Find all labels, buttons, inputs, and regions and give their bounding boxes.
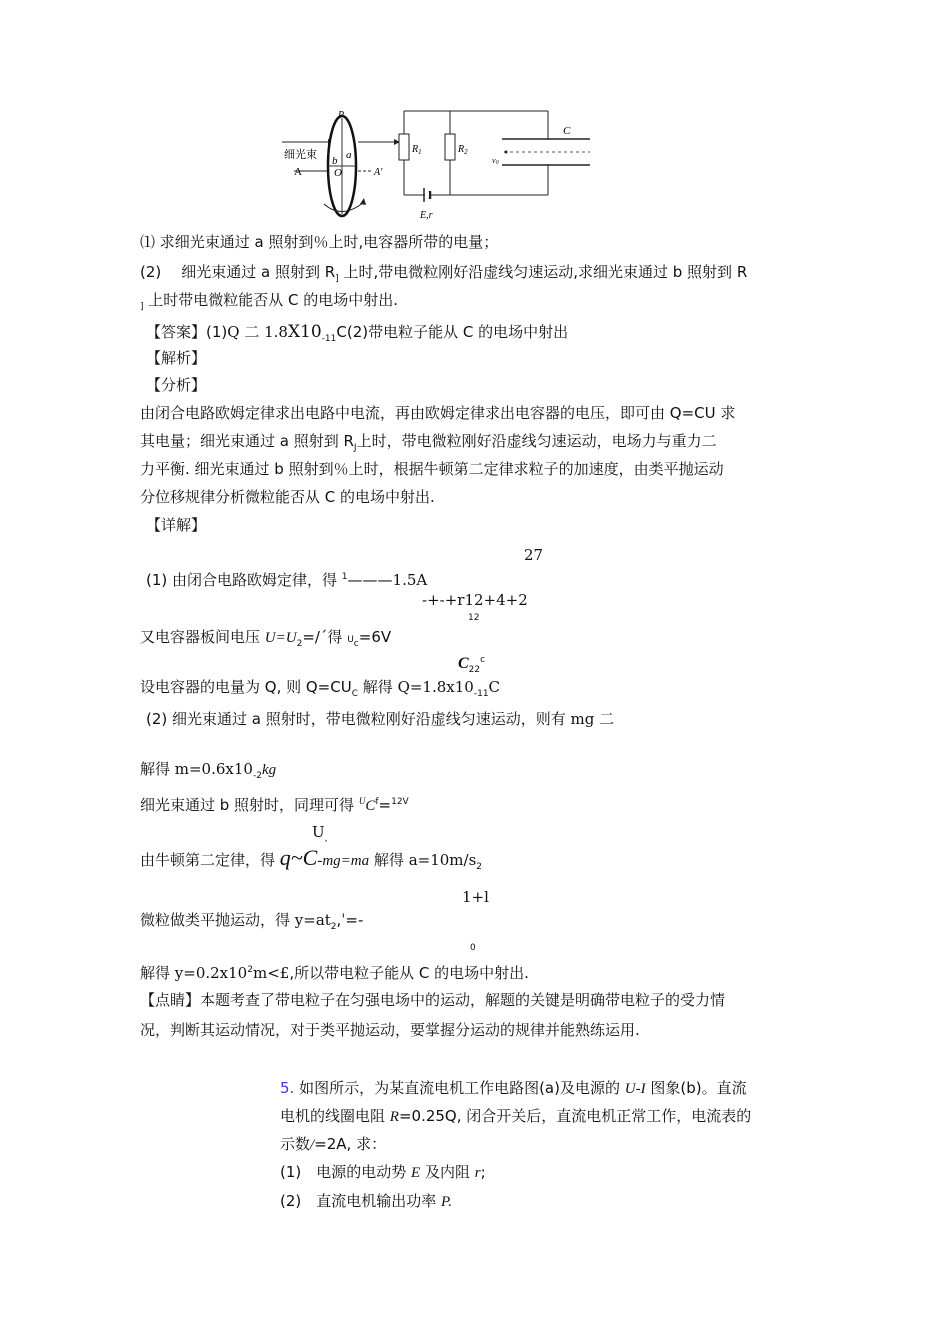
question-2-line-2: $_]$ 上时带电微粒能否从 C 的电场中射出. [140,291,399,312]
analysis-line-3: 力平衡. 细光束通过 b 照射到％上时，根据牛顿第二定律求粒子的加速度，由类平抛运动 [140,460,724,478]
problem5-line-2: 电机的线圈电阻 R=0.25Q, 闭合开关后，直流电机正常工作，电流表的 [280,1107,752,1125]
analysis-line-1: 由闭合电路欧姆定律求出电路中电流，再由欧姆定律求出电容器的电压，即可由 Q=CU 求 [140,404,736,422]
label-R2: $R_2$ [458,144,468,156]
label-A-prime: A' [374,167,383,178]
step5-line: (2) 细光束通过 a 照射时，带电微粒刚好沿虚线匀速运动，则有 mg 二 [146,710,615,728]
problem5-line-1: 5. 如图所示，为某直流电机工作电路图(a)及电源的 U-I 图象(b)。直流 [280,1079,747,1097]
question-2-line-1: (2) 细光束通过 a 照射到 $R_]$ 上时,带电微粒刚好沿虚线匀速运动,求细光束通过 b 照射到 R [140,263,748,284]
label-O: O [334,167,342,179]
step13-line: 解得 $y=0.2x10^2m<£$,所以带电粒子能从 C 的电场中射出. [140,964,529,982]
step7-line: 细光束通过 b 照射时，同理可得 $^UC^f=^{12V}$ [140,796,409,814]
label-C: C [563,125,571,137]
step2-line: 又电容器板间电压 $U=U_2=/ˊ$得 $U_c=6V$ [140,628,392,649]
label-b: b [332,155,338,167]
label-A: A [294,166,302,178]
step10-numerator: 1+l [462,888,489,906]
step8-fraction: $U_,$ [312,823,328,844]
step1-numerator: 27 [524,546,544,564]
analysis-line-2: 其电量；细光束通过 a 照射到 $R_J$上时，带电微粒刚好沿虚线匀速运动，电场力与重力二 [140,432,717,453]
problem5-item-1: (1) 电源的电动势 E 及内阻 r; [280,1163,486,1181]
step3-fraction: $C_{22}^c$ [458,655,486,675]
step12-sub: 0 [470,943,476,953]
jiexi-heading: 【解析】 [146,349,207,367]
beam-label: 细光束 [284,149,317,161]
xiangjie-heading: 【详解】 [146,516,207,534]
step11-line: 微粒做类平抛运动，得 $y=at_2,ˈ=-$ [140,911,364,932]
circuit-diagram [280,108,592,220]
fenxi-heading: 【分析】 [146,376,207,394]
analysis-line-4: 分位移规律分析微粒能否从 C 的电场中射出. [140,488,435,506]
step1-denominator-sub: 12 [468,613,480,623]
answer-line: 【答案】(1)Q 二 $1.8X10_{-11}C(2)$带电粒子能从 C 的电场中射出 [146,322,569,344]
step1-line: (1) 由闭合电路欧姆定律，得 $^1$———1.5A [146,571,428,589]
label-a: a [346,149,352,161]
step1-denominator: -+-+r12+4+2 [422,591,528,609]
step9-line: 由牛顿第二定律，得 q~C-mg=ma 解得 $a=10m/s_2$ [140,845,483,872]
problem5-item-2: (2) 直流电机输出功率 P. [280,1192,453,1210]
label-E: E,r [420,210,433,220]
question-1: ⑴ 求细光束通过 a 照射到％上时,电容器所带的电量； [140,233,499,251]
label-P: P [338,110,345,121]
dianjing-line-2: 况，判断其运动情况，对于类平抛运动，要掌握分运动的规律并能熟练运用. [140,1021,640,1039]
label-R1: $R_1$ [412,144,422,156]
problem5-line-3: 示数/=2A, 求： [280,1135,387,1153]
step4-line: 设电容器的电量为 Q, 则 $Q=CU_C$ 解得 $Q=1.8x10_{-11}C$ [140,678,501,699]
label-v0: v0 [492,156,499,166]
step6-line: 解得 $m=0.6x10_{-2}kg$ [140,760,277,781]
dianjing-line-1: 【点睛】本题考查了带电粒子在匀强电场中的运动，解题的关键是明确带电粒子的受力情 [140,991,726,1009]
